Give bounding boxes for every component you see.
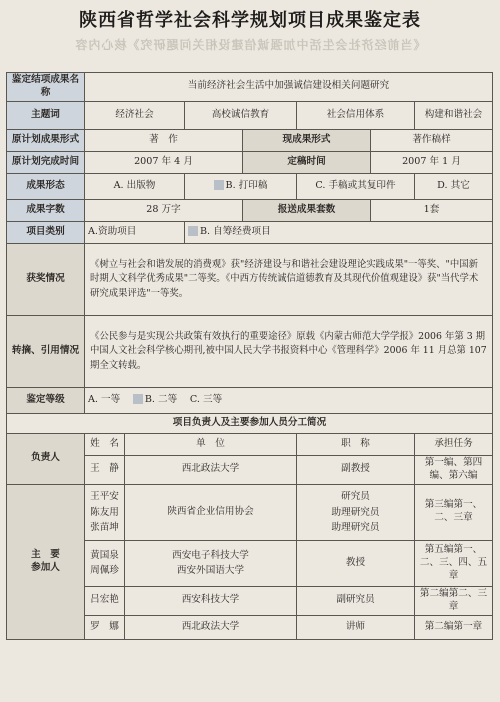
member-1-titles <box>297 484 415 540</box>
grade-option-c: C. 三等 <box>189 393 223 405</box>
form-title: 陕西省哲学社会科学规划项目成果鉴定表 <box>79 10 421 31</box>
row-date <box>7 151 493 173</box>
leader-name: 王 静 <box>85 455 125 484</box>
member-name: 陈友用 <box>90 506 119 518</box>
label-final-date: 定稿时间 <box>243 151 371 173</box>
grade-options <box>85 387 493 413</box>
keyword-3: 社会信用体系 <box>297 101 415 129</box>
member-4-unit: 西北政法大学 <box>125 615 297 639</box>
member-name: 周佩珍 <box>90 565 119 577</box>
label-category: 项目类别 <box>7 221 85 243</box>
category-option-a: A.资助项目 <box>85 221 185 243</box>
member-1-unit: 陕西省企业信用协会 <box>125 484 297 540</box>
member-3-unit: 西安科技大学 <box>125 586 297 615</box>
label-awards: 获奖情况 <box>7 243 85 315</box>
value-planned-date: 2007 年 4 月 <box>85 151 243 173</box>
label-planned-form: 原计划成果形式 <box>7 129 85 151</box>
member-name: 张苗坤 <box>90 521 119 533</box>
value-current-form: 著作稿样 <box>371 129 493 151</box>
label-current-form: 现成果形式 <box>243 129 371 151</box>
value-result-name: 当前经济社会生活中加强诚信建设相关问题研究 <box>85 73 493 102</box>
checked-box-icon <box>188 226 198 236</box>
row-grade <box>7 387 493 413</box>
label-members: 主 要 参加人 <box>7 484 85 639</box>
value-copies: 1套 <box>371 199 493 221</box>
value-words: 28 万字 <box>85 199 243 221</box>
grade-option-b: B. 二等 <box>144 393 178 405</box>
label-grade: 鉴定等级 <box>7 387 85 413</box>
member-4-title: 讲师 <box>297 615 415 639</box>
row-awards <box>7 243 493 315</box>
checked-box-icon <box>133 394 143 404</box>
row-personnel-title <box>7 413 493 433</box>
row-citation <box>7 315 493 387</box>
row-personnel-header <box>7 433 493 455</box>
label-copies: 报送成果套数 <box>243 199 371 221</box>
appraisal-table <box>6 72 493 640</box>
label-result-name: 鉴定结项成果名称 <box>7 73 85 102</box>
category-option-b-label: B. 自筹经费项目 <box>200 225 271 237</box>
category-option-b <box>185 221 493 243</box>
label-leader: 负责人 <box>7 433 85 484</box>
row-words <box>7 199 493 221</box>
status-option-b-label: B. 打印稿 <box>225 179 268 191</box>
label-status: 成果形态 <box>7 173 85 199</box>
member-4-task: 第二编第一章 <box>415 615 493 639</box>
member-2-task: 第五编第一、二、三、四、五章 <box>415 540 493 586</box>
status-option-c: C. 手稿或其复印件 <box>297 173 415 199</box>
member-title: 助理研究员 <box>331 506 380 518</box>
status-option-b <box>185 173 297 199</box>
value-awards: 《树立与社会和谐发展的消费观》获"经济建设与和谐社会建设理论实践成果"一等奖、"中国新时期人文科学优秀成果"二等奖。《中西方传统诚信道德教育及其现代价值观建设》获"当代学术研究成果评选"一等奖。 <box>85 243 493 315</box>
member-3-name: 吕宏艳 <box>85 586 125 615</box>
member-3-title: 副研究员 <box>297 586 415 615</box>
value-final-date: 2007 年 1 月 <box>371 151 493 173</box>
header-unit: 单 位 <box>125 433 297 455</box>
row-member-1 <box>7 484 493 540</box>
row-category <box>7 221 493 243</box>
grade-option-a: A. 一等 <box>88 393 121 405</box>
keyword-4: 构建和谐社会 <box>415 101 493 129</box>
checked-box-icon <box>214 180 224 190</box>
label-keywords: 主题词 <box>7 101 85 129</box>
row-name <box>7 73 493 102</box>
bleed-through-text: 《当前经济社会生活中加强诚信建设相关问题研究》核心内容 <box>74 38 426 52</box>
leader-title: 副教授 <box>297 455 415 484</box>
leader-task: 第一编、第四编、第六编 <box>415 455 493 484</box>
member-2-names <box>85 540 125 586</box>
label-citation: 转摘、引用情况 <box>7 315 85 387</box>
value-planned-form: 著 作 <box>85 129 243 151</box>
leader-unit: 西北政法大学 <box>125 455 297 484</box>
row-form <box>7 129 493 151</box>
value-citation: 《公民参与是实现公共政策有效执行的重要途径》原载《内蒙古师范大学学报》2006 年第 3 期 中国人文社会科学核心期刊,被中国人民大学书报资料中心《管理科学》2006 年 11 月总第 107 期全文转载。 <box>85 315 493 387</box>
member-2-title: 教授 <box>297 540 415 586</box>
member-unit: 西安外国语大学 <box>176 565 245 577</box>
header-title: 职 称 <box>297 433 415 455</box>
personnel-section-title: 项目负责人及主要参加人员分工简况 <box>7 413 493 433</box>
header-task: 承担任务 <box>415 433 493 455</box>
member-1-task: 第三编第一、二、三章 <box>415 484 493 540</box>
keyword-2: 高校诚信教育 <box>185 101 297 129</box>
row-status <box>7 173 493 199</box>
member-unit: 西安电子科技大学 <box>172 549 249 561</box>
member-3-task: 第二编第二、三章 <box>415 586 493 615</box>
member-1-names <box>85 484 125 540</box>
keyword-1: 经济社会 <box>85 101 185 129</box>
status-option-a: A. 出版物 <box>85 173 185 199</box>
member-title: 研究员 <box>341 491 370 503</box>
status-option-d: D. 其它 <box>415 173 493 199</box>
row-keywords <box>7 101 493 129</box>
member-2-units <box>125 540 297 586</box>
member-name: 黄国泉 <box>90 549 119 561</box>
member-4-name: 罗 娜 <box>85 615 125 639</box>
member-title: 助理研究员 <box>331 521 380 533</box>
header-name: 姓 名 <box>85 433 125 455</box>
label-planned-date: 原计划完成时间 <box>7 151 85 173</box>
label-words: 成果字数 <box>7 199 85 221</box>
member-name: 王平安 <box>90 491 119 503</box>
